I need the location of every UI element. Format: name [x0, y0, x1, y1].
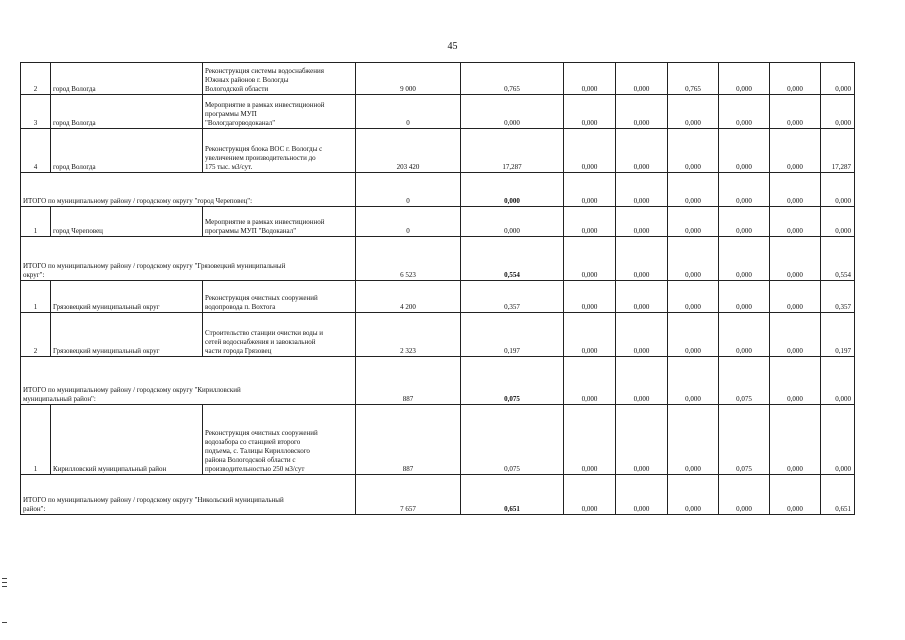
row-number: 1 — [21, 281, 51, 313]
value-cell: 0,000 — [616, 129, 668, 173]
value-cell: 0,000 — [564, 129, 616, 173]
value-cell: 0 — [356, 207, 461, 237]
margin-mark — [2, 622, 7, 623]
value-cell: 0,000 — [770, 237, 821, 281]
value-cell: 17,287 — [461, 129, 564, 173]
summary-label-line: округ": — [23, 271, 45, 279]
value-cell: 0,651 — [461, 475, 564, 515]
row-number: 3 — [21, 95, 51, 129]
value-cell: 0,000 — [770, 313, 821, 357]
municipality-cell: Грязовецкий муниципальный округ — [51, 281, 203, 313]
summary-label-line: ИТОГО по муниципальному району / городскому округу "Грязовецкий муниципальный — [23, 262, 286, 270]
value-cell: 0,000 — [770, 63, 821, 95]
municipality-cell: город Череповец — [51, 207, 203, 237]
value-cell: 0,000 — [719, 207, 770, 237]
summary-label-cell — [21, 357, 356, 405]
value-cell: 0,765 — [668, 63, 719, 95]
description-line: 175 тыс. м3/сут. — [205, 163, 253, 171]
value-cell: 0,000 — [564, 313, 616, 357]
value-cell: 0,000 — [770, 475, 821, 515]
value-cell: 0,000 — [770, 173, 821, 207]
summary-row — [21, 237, 855, 281]
value-cell: 0,000 — [770, 129, 821, 173]
description-line: программы МУП — [205, 110, 257, 118]
summary-row — [21, 173, 855, 207]
table-row — [21, 129, 855, 173]
value-cell: 0,000 — [668, 173, 719, 207]
description-line: Вологодской области — [205, 85, 269, 93]
table-row — [21, 95, 855, 129]
margin-mark — [2, 578, 7, 579]
value-cell: 887 — [356, 405, 461, 475]
value-cell: 0,000 — [770, 207, 821, 237]
row-number: 2 — [21, 63, 51, 95]
value-cell: 0,000 — [564, 281, 616, 313]
value-cell: 0,197 — [461, 313, 564, 357]
description-line: "Вологдагорводоканал" — [205, 119, 276, 127]
value-cell: 0,000 — [564, 405, 616, 475]
value-cell: 6 523 — [356, 237, 461, 281]
value-cell: 0,000 — [821, 207, 855, 237]
value-cell: 0,000 — [719, 475, 770, 515]
description-line: Реконструкция блока ВОС г. Вологды с — [205, 145, 323, 153]
value-cell: 0,000 — [616, 63, 668, 95]
summary-label-line: ИТОГО по муниципальному району / городскому округу "Кирилловский — [23, 386, 241, 394]
value-cell: 0,075 — [461, 405, 564, 475]
project-description-cell — [203, 281, 356, 313]
page-number: 45 — [447, 41, 458, 52]
value-cell: 0,000 — [719, 95, 770, 129]
value-cell: 0,000 — [461, 207, 564, 237]
value-cell: 0,357 — [461, 281, 564, 313]
value-cell: 0,000 — [616, 313, 668, 357]
project-description-cell — [203, 313, 356, 357]
table-body — [21, 63, 855, 515]
table-row — [21, 281, 855, 313]
project-description-cell — [203, 63, 356, 95]
value-cell: 0,000 — [719, 173, 770, 207]
summary-row — [21, 357, 855, 405]
description-line: Строительство станции очистки воды и — [205, 329, 324, 337]
description-line: Реконструкция системы водоснабжения — [205, 67, 324, 75]
value-cell: 0,000 — [564, 237, 616, 281]
description-line: района Вологодской области с — [205, 456, 296, 464]
value-cell: 0 — [356, 95, 461, 129]
value-cell: 0,000 — [719, 281, 770, 313]
value-cell: 0,000 — [564, 357, 616, 405]
description-line: программы МУП "Водоканал" — [205, 227, 297, 235]
municipality-cell: город Вологда — [51, 129, 203, 173]
value-cell: 0,000 — [821, 357, 855, 405]
value-cell: 0,000 — [821, 63, 855, 95]
description-line: увеличением производительности до — [205, 154, 316, 162]
value-cell: 0,554 — [821, 237, 855, 281]
value-cell: 0,000 — [668, 207, 719, 237]
summary-label-cell — [21, 237, 356, 281]
project-description-cell — [203, 95, 356, 129]
row-number: 2 — [21, 313, 51, 357]
value-cell: 0,075 — [719, 357, 770, 405]
summary-label-line: район": — [23, 505, 46, 513]
value-cell: 0,000 — [461, 95, 564, 129]
summary-label-line: ИТОГО по муниципальному району / городскому округу "Никольский муниципальный — [23, 496, 284, 504]
row-number: 4 — [21, 129, 51, 173]
value-cell: 0,000 — [616, 475, 668, 515]
value-cell: 0,000 — [616, 357, 668, 405]
summary-label-cell — [21, 173, 356, 207]
value-cell: 0,000 — [770, 95, 821, 129]
value-cell: 0,554 — [461, 237, 564, 281]
table-row — [21, 63, 855, 95]
project-description-cell — [203, 129, 356, 173]
description-line: Южных районов г. Вологды — [205, 76, 289, 84]
municipality-cell: Грязовецкий муниципальный округ — [51, 313, 203, 357]
table-row — [21, 207, 855, 237]
value-cell: 0,000 — [770, 405, 821, 475]
description-line: Мероприятие в рамках инвестиционной — [205, 101, 325, 109]
value-cell: 0,000 — [770, 357, 821, 405]
value-cell: 0,000 — [719, 129, 770, 173]
row-number: 1 — [21, 207, 51, 237]
value-cell: 887 — [356, 357, 461, 405]
value-cell: 17,287 — [821, 129, 855, 173]
description-line: производительностью 250 м3/сут — [205, 465, 305, 473]
value-cell: 0,651 — [821, 475, 855, 515]
value-cell: 0,075 — [719, 405, 770, 475]
summary-label-line: муниципальный район": — [23, 395, 96, 403]
value-cell: 0,000 — [616, 173, 668, 207]
value-cell: 0,000 — [668, 405, 719, 475]
summary-label-cell — [21, 475, 356, 515]
value-cell: 0,000 — [821, 173, 855, 207]
municipality-cell: город Вологда — [51, 95, 203, 129]
value-cell: 0,000 — [668, 475, 719, 515]
municipality-cell: Кирилловский муниципальный район — [51, 405, 203, 475]
table-row — [21, 405, 855, 475]
value-cell: 0,000 — [821, 405, 855, 475]
value-cell: 0,000 — [770, 281, 821, 313]
margin-mark — [2, 586, 7, 587]
value-cell: 0,000 — [564, 207, 616, 237]
value-cell: 0,000 — [668, 313, 719, 357]
summary-row — [21, 475, 855, 515]
value-cell: 203 420 — [356, 129, 461, 173]
row-number: 1 — [21, 405, 51, 475]
description-line: Мероприятие в рамках инвестиционной — [205, 218, 325, 226]
value-cell: 0,000 — [564, 95, 616, 129]
value-cell: 0,000 — [616, 207, 668, 237]
project-description-cell — [203, 405, 356, 475]
value-cell: 0,000 — [616, 237, 668, 281]
value-cell: 9 000 — [356, 63, 461, 95]
value-cell: 0,075 — [461, 357, 564, 405]
value-cell: 4 200 — [356, 281, 461, 313]
investment-table — [20, 62, 855, 515]
value-cell: 0,000 — [668, 95, 719, 129]
value-cell: 0,000 — [668, 281, 719, 313]
value-cell: 0,765 — [461, 63, 564, 95]
value-cell: 0,000 — [564, 63, 616, 95]
description-line: сетей водоснабжения и завокзальной — [205, 338, 316, 346]
description-line: водозабора со станцией второго — [205, 438, 301, 446]
value-cell: 0,000 — [616, 405, 668, 475]
value-cell: 0,000 — [564, 475, 616, 515]
value-cell: 0,000 — [719, 313, 770, 357]
value-cell: 0 — [356, 173, 461, 207]
value-cell: 0,000 — [719, 237, 770, 281]
value-cell: 0,000 — [564, 173, 616, 207]
value-cell: 0,000 — [668, 129, 719, 173]
value-cell: 0,000 — [668, 237, 719, 281]
value-cell: 0,000 — [461, 173, 564, 207]
description-line: Реконструкция очистных сооружений — [205, 294, 318, 302]
value-cell: 0,000 — [719, 63, 770, 95]
margin-mark — [2, 582, 7, 583]
value-cell: 0,000 — [616, 95, 668, 129]
value-cell: 0,000 — [821, 95, 855, 129]
summary-label-line: ИТОГО по муниципальному району / городскому округу "город Череповец": — [23, 197, 253, 205]
description-line: водопровода п. Вохтога — [205, 303, 276, 311]
municipality-cell: город Вологда — [51, 63, 203, 95]
value-cell: 2 323 — [356, 313, 461, 357]
value-cell: 0,197 — [821, 313, 855, 357]
description-line: части города Грязовец — [205, 347, 272, 355]
project-description-cell — [203, 207, 356, 237]
description-line: подъема, с. Талицы Кирилловского — [205, 447, 310, 455]
description-line: Реконструкция очистных сооружений — [205, 429, 318, 437]
value-cell: 0,357 — [821, 281, 855, 313]
value-cell: 0,000 — [616, 281, 668, 313]
value-cell: 0,000 — [668, 357, 719, 405]
table-row — [21, 313, 855, 357]
value-cell: 7 657 — [356, 475, 461, 515]
